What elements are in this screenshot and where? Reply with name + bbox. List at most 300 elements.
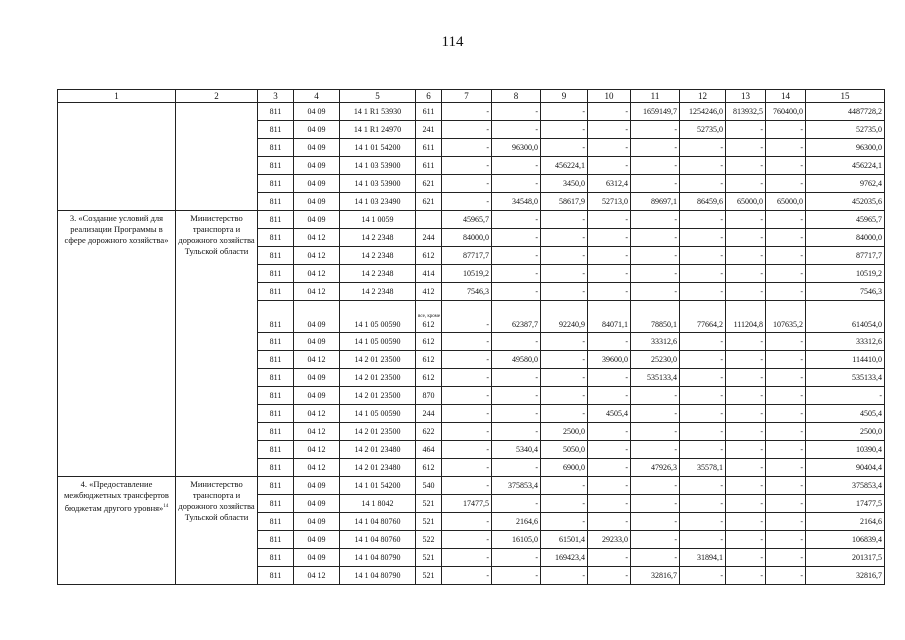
table-cell: - <box>680 211 726 229</box>
table-cell: 14 2 2348 <box>340 229 416 247</box>
table-cell: 14 1 8042 <box>340 495 416 513</box>
table-cell: - <box>631 175 680 193</box>
table-cell: - <box>766 495 806 513</box>
table-cell: 612 <box>416 369 442 387</box>
table-cell: - <box>766 175 806 193</box>
table-cell: 456224,1 <box>806 157 885 175</box>
table-cell: 10519,2 <box>442 265 492 283</box>
header-cell: 1 <box>58 90 176 103</box>
table-cell: - <box>492 567 541 585</box>
table-cell: - <box>631 549 680 567</box>
table-cell: - <box>588 333 631 351</box>
table-cell: - <box>442 459 492 477</box>
table-cell: 32816,7 <box>806 567 885 585</box>
table-cell: 58617,9 <box>541 193 588 211</box>
table-cell: 62387,7 <box>492 301 541 333</box>
table-cell: - <box>766 477 806 495</box>
table-cell: - <box>492 423 541 441</box>
table-cell: 811 <box>258 495 294 513</box>
table-cell: - <box>726 495 766 513</box>
table-cell: 811 <box>258 423 294 441</box>
table-cell: - <box>588 549 631 567</box>
table-cell: 244 <box>416 229 442 247</box>
table-cell: 4505,4 <box>588 405 631 423</box>
header-row <box>58 90 885 103</box>
table-cell: 45965,7 <box>442 211 492 229</box>
table-cell: - <box>680 139 726 157</box>
table-cell: 540 <box>416 477 442 495</box>
table-cell: 811 <box>258 459 294 477</box>
table-cell: - <box>766 211 806 229</box>
table-cell: 87717,7 <box>806 247 885 265</box>
header-cell: 6 <box>416 90 442 103</box>
table-cell: 04 12 <box>294 229 340 247</box>
table-cell: 169423,4 <box>541 549 588 567</box>
table-cell: 241 <box>416 121 442 139</box>
table-cell: - <box>631 211 680 229</box>
table-cell: - <box>492 369 541 387</box>
table-cell: 2500,0 <box>806 423 885 441</box>
table-cell: 14 1 0059 <box>340 211 416 229</box>
table-cell: - <box>631 405 680 423</box>
table-cell: 521 <box>416 567 442 585</box>
header-cell: 12 <box>680 90 726 103</box>
table-cell: - <box>442 441 492 459</box>
table-cell: - <box>766 121 806 139</box>
table-cell: 14 2 01 23500 <box>340 387 416 405</box>
header-cell: 13 <box>726 90 766 103</box>
table-cell: 04 09 <box>294 333 340 351</box>
measure-label-text: 4. «Предоставление межбюджетных трансфертов бюджетам другого уровня» <box>64 479 169 513</box>
table-cell: 14 1 01 54200 <box>340 477 416 495</box>
table-cell: 5340,4 <box>492 441 541 459</box>
table-cell: 811 <box>258 211 294 229</box>
page-number: 114 <box>441 34 464 50</box>
table-cell: 10519,2 <box>806 265 885 283</box>
table-cell: 52735,0 <box>806 121 885 139</box>
table-cell: - <box>541 513 588 531</box>
executor-org: Министерство транспорта и дорожного хозяйства Тульской области <box>176 211 258 477</box>
table-cell: 14 1 01 54200 <box>340 139 416 157</box>
table-cell: - <box>766 549 806 567</box>
table-cell: - <box>588 265 631 283</box>
table-cell: - <box>631 423 680 441</box>
table-cell: - <box>492 121 541 139</box>
table-cell: - <box>442 405 492 423</box>
table-cell: 77664,2 <box>680 301 726 333</box>
table-cell: 04 09 <box>294 211 340 229</box>
table-cell: 49580,0 <box>492 351 541 369</box>
table-cell: - <box>541 265 588 283</box>
table-cell: 811 <box>258 333 294 351</box>
table-cell: 612 <box>416 351 442 369</box>
table-cell: - <box>541 495 588 513</box>
table-cell: 811 <box>258 301 294 333</box>
table-cell: 31894,1 <box>680 549 726 567</box>
table-cell: 04 09 <box>294 513 340 531</box>
table-cell: - <box>541 333 588 351</box>
table-cell: - <box>631 387 680 405</box>
table-cell: - <box>680 157 726 175</box>
table-cell: 14 1 03 53900 <box>340 157 416 175</box>
table-cell: 14 1 04 80790 <box>340 549 416 567</box>
table-cell: - <box>726 351 766 369</box>
table-cell: - <box>492 175 541 193</box>
table-cell: - <box>631 265 680 283</box>
table-cell: 3450,0 <box>541 175 588 193</box>
table-cell: 14 2 01 23500 <box>340 351 416 369</box>
table-cell: 813932,5 <box>726 103 766 121</box>
table-cell: 04 09 <box>294 369 340 387</box>
table-cell: 811 <box>258 265 294 283</box>
table-cell: - <box>442 193 492 211</box>
table-cell: - <box>442 369 492 387</box>
table-cell: 04 09 <box>294 103 340 121</box>
table-cell: - <box>588 441 631 459</box>
executor-org <box>176 103 258 211</box>
table-cell: - <box>588 369 631 387</box>
table-cell: - <box>492 405 541 423</box>
table-cell: - <box>588 513 631 531</box>
table-cell: 29233,0 <box>588 531 631 549</box>
table-cell: - <box>726 405 766 423</box>
table-cell: - <box>766 333 806 351</box>
table-cell: - <box>680 387 726 405</box>
table-cell: - <box>442 157 492 175</box>
cell-note: все, кроме <box>418 314 441 319</box>
footnote-mark: 14 <box>163 504 169 509</box>
table-cell: 04 12 <box>294 441 340 459</box>
table-cell: - <box>588 103 631 121</box>
table-cell: 2500,0 <box>541 423 588 441</box>
table-cell: - <box>541 369 588 387</box>
table-cell: 535133,4 <box>631 369 680 387</box>
table-cell: 96300,0 <box>806 139 885 157</box>
table-cell: - <box>541 405 588 423</box>
table-cell: - <box>442 513 492 531</box>
table-cell: - <box>588 459 631 477</box>
table-cell: 375853,4 <box>806 477 885 495</box>
table-cell: - <box>726 387 766 405</box>
table-cell: - <box>726 513 766 531</box>
table-cell: - <box>680 247 726 265</box>
table-cell: 811 <box>258 387 294 405</box>
table-cell: - <box>442 423 492 441</box>
table-cell: 6312,4 <box>588 175 631 193</box>
table-cell: 9762,4 <box>806 175 885 193</box>
table-cell: 811 <box>258 121 294 139</box>
table-cell: 14 2 01 23500 <box>340 423 416 441</box>
table-cell: 611 <box>416 139 442 157</box>
cell-value: 612 <box>422 320 435 329</box>
table-cell: - <box>766 567 806 585</box>
table-cell: 14 1 04 80790 <box>340 567 416 585</box>
table-cell: 04 09 <box>294 477 340 495</box>
table-cell: - <box>492 333 541 351</box>
table-cell: 811 <box>258 157 294 175</box>
table-cell: 04 09 <box>294 301 340 333</box>
measure-label <box>58 211 176 477</box>
table-cell: 34548,0 <box>492 193 541 211</box>
measure-label <box>58 103 176 211</box>
table-cell: 107635,2 <box>766 301 806 333</box>
table-cell: 16105,0 <box>492 531 541 549</box>
table-cell: 611 <box>416 103 442 121</box>
header-cell: 14 <box>766 90 806 103</box>
table-cell: - <box>631 477 680 495</box>
table-cell: 14 1 05 00590 <box>340 333 416 351</box>
table-cell: - <box>726 567 766 585</box>
table-cell: - <box>766 441 806 459</box>
table-cell: - <box>680 477 726 495</box>
table-cell: 52713,0 <box>588 193 631 211</box>
table-cell: - <box>442 121 492 139</box>
table-cell: 811 <box>258 513 294 531</box>
table-cell: - <box>766 423 806 441</box>
table-cell: - <box>726 283 766 301</box>
table-cell: 535133,4 <box>806 369 885 387</box>
table-cell: 04 12 <box>294 283 340 301</box>
table-cell: - <box>806 387 885 405</box>
table-cell: 14 1 03 53900 <box>340 175 416 193</box>
table-cell: - <box>442 175 492 193</box>
table-cell: 86459,6 <box>680 193 726 211</box>
table-cell: 14 1 04 80760 <box>340 513 416 531</box>
table-cell: 811 <box>258 247 294 265</box>
table-cell: - <box>766 139 806 157</box>
table-cell: - <box>541 283 588 301</box>
table-cell: - <box>442 301 492 333</box>
table-cell: 4487728,2 <box>806 103 885 121</box>
table-cell: - <box>726 211 766 229</box>
table-cell: 04 12 <box>294 405 340 423</box>
table-cell: 811 <box>258 351 294 369</box>
table-cell: 244 <box>416 405 442 423</box>
table-cell: 04 12 <box>294 567 340 585</box>
table-cell: 04 09 <box>294 139 340 157</box>
table-cell: - <box>588 477 631 495</box>
table-cell: 612 <box>416 459 442 477</box>
table-cell: - <box>442 387 492 405</box>
table-cell: 522 <box>416 531 442 549</box>
table-cell <box>416 301 442 333</box>
table-cell: 452035,6 <box>806 193 885 211</box>
table-cell: - <box>442 103 492 121</box>
table-cell: - <box>588 157 631 175</box>
table-cell: - <box>631 157 680 175</box>
table-cell: - <box>726 265 766 283</box>
table-cell: 811 <box>258 441 294 459</box>
table-cell: 614054,0 <box>806 301 885 333</box>
table-cell: - <box>492 211 541 229</box>
table-cell: 811 <box>258 531 294 549</box>
table-cell: - <box>766 229 806 247</box>
table-cell: - <box>680 369 726 387</box>
table-cell: - <box>588 283 631 301</box>
table-cell: - <box>726 549 766 567</box>
table-cell: 811 <box>258 405 294 423</box>
table-cell: - <box>631 441 680 459</box>
table-cell: 65000,0 <box>726 193 766 211</box>
table-cell: 621 <box>416 175 442 193</box>
table-cell: - <box>766 531 806 549</box>
header-cell: 10 <box>588 90 631 103</box>
table-cell: 39600,0 <box>588 351 631 369</box>
table-row <box>58 103 885 121</box>
table-cell: - <box>766 157 806 175</box>
table-cell: 04 09 <box>294 531 340 549</box>
table-cell: 25230,0 <box>631 351 680 369</box>
table-cell: 811 <box>258 175 294 193</box>
table-cell: 92240,9 <box>541 301 588 333</box>
table-cell: 456224,1 <box>541 157 588 175</box>
table-cell: 612 <box>416 247 442 265</box>
table-cell: - <box>680 531 726 549</box>
table-row <box>58 477 885 495</box>
table-cell: 61501,4 <box>541 531 588 549</box>
table-cell: - <box>726 369 766 387</box>
table-cell: 521 <box>416 495 442 513</box>
table-cell: - <box>492 103 541 121</box>
table-cell: - <box>588 387 631 405</box>
table-cell: 811 <box>258 103 294 121</box>
table-cell: 7546,3 <box>442 283 492 301</box>
table-cell: 521 <box>416 513 442 531</box>
header-cell: 8 <box>492 90 541 103</box>
table-cell: - <box>492 265 541 283</box>
table-cell: - <box>631 513 680 531</box>
table-cell: 811 <box>258 567 294 585</box>
table-cell: - <box>726 459 766 477</box>
table-cell: 811 <box>258 477 294 495</box>
table-cell: 84071,1 <box>588 301 631 333</box>
table-cell: - <box>680 405 726 423</box>
table-cell: 45965,7 <box>806 211 885 229</box>
table-cell: 521 <box>416 549 442 567</box>
table-cell: 760400,0 <box>766 103 806 121</box>
header-cell: 9 <box>541 90 588 103</box>
table-cell: 04 09 <box>294 157 340 175</box>
table-cell: - <box>631 139 680 157</box>
table-cell: 04 12 <box>294 459 340 477</box>
table-cell: 4505,4 <box>806 405 885 423</box>
table-cell: 89697,1 <box>631 193 680 211</box>
table-cell: 412 <box>416 283 442 301</box>
table-cell: - <box>726 247 766 265</box>
table-cell: - <box>588 211 631 229</box>
table-cell: - <box>541 139 588 157</box>
table-cell: - <box>726 441 766 459</box>
table-cell: - <box>631 247 680 265</box>
table-cell: - <box>541 387 588 405</box>
table-cell: 04 09 <box>294 121 340 139</box>
table-cell: 811 <box>258 369 294 387</box>
table-cell: 32816,7 <box>631 567 680 585</box>
table-cell: - <box>680 495 726 513</box>
table-cell: - <box>680 351 726 369</box>
table-cell: - <box>541 351 588 369</box>
table-cell: - <box>541 477 588 495</box>
table-cell: - <box>442 567 492 585</box>
table-cell: - <box>726 531 766 549</box>
table-cell: - <box>726 157 766 175</box>
table-cell: 14 2 01 23500 <box>340 369 416 387</box>
table-cell: - <box>588 247 631 265</box>
table-cell: 14 2 2348 <box>340 247 416 265</box>
table-cell: 33312,6 <box>806 333 885 351</box>
table-cell <box>416 211 442 229</box>
table-cell: 87717,7 <box>442 247 492 265</box>
header-cell: 5 <box>340 90 416 103</box>
table-cell: 04 12 <box>294 247 340 265</box>
table-cell: - <box>766 283 806 301</box>
table-cell: - <box>631 121 680 139</box>
table-cell: - <box>492 157 541 175</box>
table-cell: - <box>726 229 766 247</box>
table-cell: - <box>726 139 766 157</box>
table-cell: 04 09 <box>294 175 340 193</box>
table-cell: - <box>442 351 492 369</box>
table-cell: - <box>492 549 541 567</box>
table-cell: - <box>766 459 806 477</box>
table-cell: 106839,4 <box>806 531 885 549</box>
table-cell: - <box>541 247 588 265</box>
table-cell: 1659149,7 <box>631 103 680 121</box>
table-cell: 201317,5 <box>806 549 885 567</box>
table-cell: - <box>541 567 588 585</box>
table-cell: 35578,1 <box>680 459 726 477</box>
table-cell: - <box>726 175 766 193</box>
table-cell: 1254246,0 <box>680 103 726 121</box>
table-cell: - <box>541 103 588 121</box>
table-cell: 04 09 <box>294 495 340 513</box>
table-cell: - <box>726 423 766 441</box>
table-cell: 811 <box>258 549 294 567</box>
table-cell: - <box>588 139 631 157</box>
table-cell: - <box>588 567 631 585</box>
table-cell: 14 1 05 00590 <box>340 405 416 423</box>
table-cell: 14 2 2348 <box>340 265 416 283</box>
table-cell: 33312,6 <box>631 333 680 351</box>
table-cell: - <box>766 387 806 405</box>
table-cell: 65000,0 <box>766 193 806 211</box>
table-cell: - <box>680 265 726 283</box>
table-cell: 111204,8 <box>726 301 766 333</box>
header-cell: 2 <box>176 90 258 103</box>
table-cell: 114410,0 <box>806 351 885 369</box>
table-cell: - <box>726 333 766 351</box>
table-cell: 611 <box>416 157 442 175</box>
table-cell: 14 1 R1 53930 <box>340 103 416 121</box>
measure-label-text: 3. «Создание условий для реализации Программы в сфере дорожного хозяйства» <box>64 213 169 245</box>
table-cell: 47926,3 <box>631 459 680 477</box>
table-cell: - <box>680 283 726 301</box>
table-cell: 17477,5 <box>442 495 492 513</box>
table-cell: 14 2 01 23480 <box>340 441 416 459</box>
table-cell: 14 2 01 23480 <box>340 459 416 477</box>
table-cell: 84000,0 <box>442 229 492 247</box>
table-cell: - <box>541 229 588 247</box>
table-cell: 90404,4 <box>806 459 885 477</box>
table-cell: 84000,0 <box>806 229 885 247</box>
table-cell: 2164,6 <box>492 513 541 531</box>
table-cell: - <box>588 121 631 139</box>
table-cell: - <box>588 495 631 513</box>
table-cell: - <box>442 477 492 495</box>
table-cell: 17477,5 <box>806 495 885 513</box>
table-cell: - <box>766 247 806 265</box>
header-cell: 15 <box>806 90 885 103</box>
